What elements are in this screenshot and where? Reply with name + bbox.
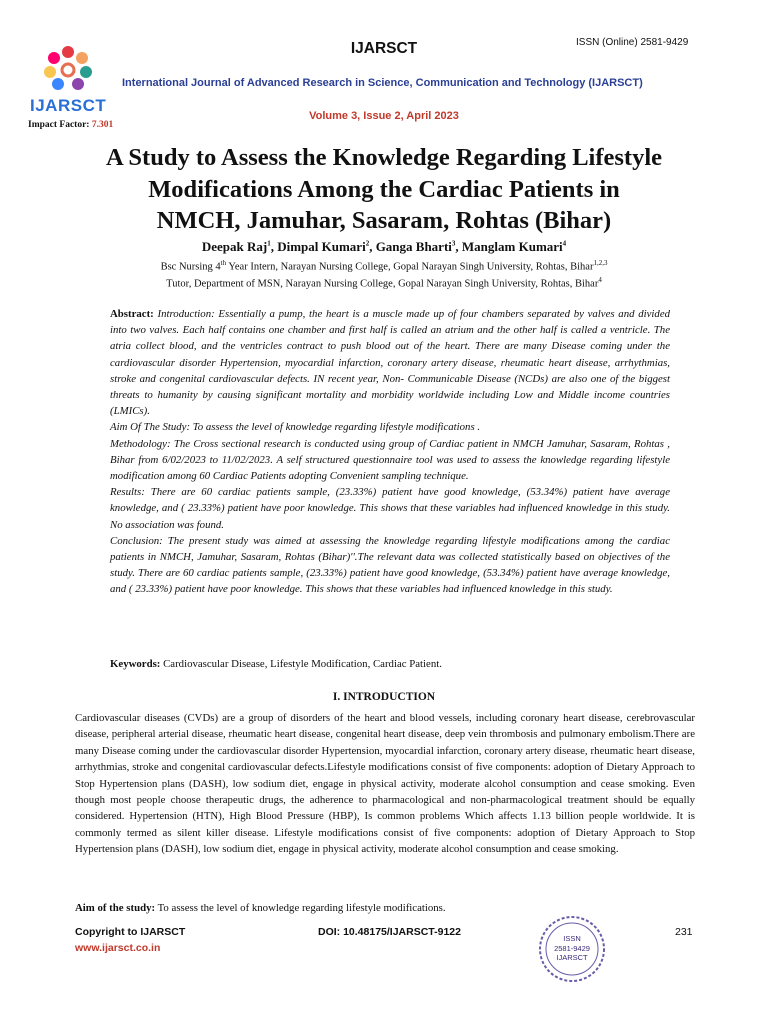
keywords-label: Keywords: <box>110 658 161 670</box>
footer-copyright: Copyright to IJARSCT <box>75 926 186 938</box>
author-sup: 2 <box>365 239 370 248</box>
section-heading-introduction: I. INTRODUCTION <box>332 691 436 703</box>
author-sup: 4 <box>562 239 567 248</box>
paper-title <box>40 142 728 237</box>
author-sup: 1 <box>267 239 271 248</box>
abstract-aim: Aim Of The Study: To assess the level of knowledge regarding lifestyle modifications . <box>110 421 481 434</box>
author-name: Manglam Kumari <box>461 239 563 254</box>
aim-of-study <box>75 902 695 914</box>
seal-line: IJARSCT <box>556 953 588 962</box>
title-line: A Study to Assess the Knowledge Regarding Lifestyle <box>105 144 663 171</box>
logo-text: IJARSCT <box>30 96 107 115</box>
affiliation-text: Bsc Nursing 4 <box>160 261 221 273</box>
footer-website-link[interactable]: www.ijarsct.co.in <box>75 942 161 954</box>
affiliation-sup: th <box>220 259 227 267</box>
abstract-intro <box>110 306 670 419</box>
author-list: Deepak Raj$^1$, Dimpal Kumari$^2$, Ganga Bharti$^3$, Manglam Kumari$^4$ <box>201 239 567 254</box>
aim-label: Aim of the study: <box>75 902 156 914</box>
issn-online: ISSN (Online) 2581-9429 <box>576 37 689 48</box>
author-sup: 3 <box>451 239 456 248</box>
seal-line: ISSN <box>563 934 581 943</box>
author-name: Deepak Raj <box>201 239 268 254</box>
abstract-label: Abstract: <box>110 308 154 320</box>
introduction-paragraph: Cardiovascular diseases (CVDs) are a group of disorders of the heart and blood vessels, including coronary heart disease, cerebrovascular disease, peripheral arterial disease, rheumatic heart disease, congenital heart disease, deep vein thrombosis and pulmonary embolism.There are many Disease coming under the cardiovascular disorder Hypertension, myocardial infarction, coronary artery disease, rheumatic heart disease, arrhythmias, stroke and congenital cardiovascular defects.Lifestyle modifications consist of five components: adoption of Dietary Approach to Stop Hypertension plans (DASH), low sodium diet, engage in physical activity, moderate alcohol consumption and cease smoking. Even though most people choose therapeutic drugs, the adherence to pharmacological and non-pharmacological treatment should be equally considered. Hypertension (HTN), High Blood Pressure (HBP), Is common problems Which affects 1.13 billion people worldwide. It is commonly termed as silent killer disease. Lifestyle modifications consist of five components: adoption of Dietary Approach to Stop Hypertension plans (DASH), low sodium diet, engage in physical activity, moderate alcohol consumption and cease smoking. <box>75 712 695 856</box>
abstract <box>110 306 670 598</box>
title-line: NMCH, Jamuhar, Sasaram, Rohtas (Bihar) <box>156 207 612 234</box>
impact-label: Impact Factor: <box>28 120 90 130</box>
affiliation-text: Tutor, Department of MSN, Narayan Nursing College, Gopal Narayan Singh University, Rohtas, Bihar <box>166 278 599 290</box>
affiliation-text: Year Intern, Narayan Nursing College, Gopal Narayan Singh University, Rohtas, Bihar <box>226 261 594 273</box>
abstract-conclusion: Conclusion: The present study was aimed at assessing the knowledge regarding lifestyle modifications among the cardiac patients in NMCH, Jamuhar, Sasaram, Rohtas (Bihar)''.The relevant data was collected statistically based on objectives of the study. There are 60 cardiac patients sample, (23.33%) patient have good knowledge, (53.34%) patient have average knowledge, and ( 23.33%) patient have poor knowledge. This shows that these variables had influenced knowledge in this study. <box>110 534 670 596</box>
journal-full-name: International Journal of Advanced Research in Science, Communication and Technology (IJARSCT) <box>122 77 643 89</box>
volume-issue: Volume 3, Issue 2, April 2023 <box>309 110 459 122</box>
affiliation-2 <box>0 276 768 290</box>
page-number: 231 <box>675 926 693 938</box>
keywords <box>110 658 670 670</box>
impact-value: 7.301 <box>91 120 114 130</box>
abstract-intro-text: Introduction: Essentially a pump, the heart is a muscle made up of four chambers separated by valves and divided into two valves. Each half contains one chamber and first half is called an atrium and the other half is called a ventricle. The atria collect blood, and the ventricles contract to push blood out of the heart. There are many Disease coming under the cardiovascular disorder Hypertension, myocardial infarction, coronary artery disease, rheumatic heart disease, arrhythmias, stroke and congenital cardiovascular defects. IN recent year, Non- Communicable Disease (NCDs) are also one of the biggest threats to humanity by causing significant mortality and morbidity worldwide including Low and Middle income countries (LMICs). <box>110 308 671 418</box>
keywords-text: Cardiovascular Disease, Lifestyle Modification, Cardiac Patient. <box>160 658 442 670</box>
author-name: Ganga Bharti <box>375 239 452 254</box>
abstract-results: Results: There are 60 cardiac patients sample, (23.33%) patient have good knowledge, (53.34%) patient have average knowledge, and ( 23.33%) patient have poor knowledge. This shows that these variables had influenced knowledge in this study. No association was found. <box>110 486 670 531</box>
title-line: Modifications Among the Cardiac Patients in <box>148 175 620 203</box>
affiliation-sup: 4 <box>598 276 602 284</box>
affiliation-1 <box>0 259 768 273</box>
affiliation-sup: 1,2,3 <box>593 259 608 267</box>
footer-doi: DOI: 10.48175/IJARSCT-9122 <box>318 926 461 938</box>
journal-short-name: IJARSCT <box>350 40 418 57</box>
author-name: Dimpal Kumari <box>277 239 366 254</box>
issn-seal-text <box>538 934 606 963</box>
abstract-methodology: Methodology: The Cross sectional research is conducted using group of Cardiac patient in NMCH Jamuhar, Sasaram, Rohtas , Bihar from 6/02/2023 to 11/02/2023. A self structured questionnaire tool was used to assess the knowledge regarding lifestyle modification among 60 Cardiac Patients adopting Convenient sampling technique. <box>110 437 670 483</box>
seal-line: 2581-9429 <box>554 943 590 953</box>
aim-text: To assess the level of knowledge regarding lifestyle modifications. <box>155 902 446 914</box>
